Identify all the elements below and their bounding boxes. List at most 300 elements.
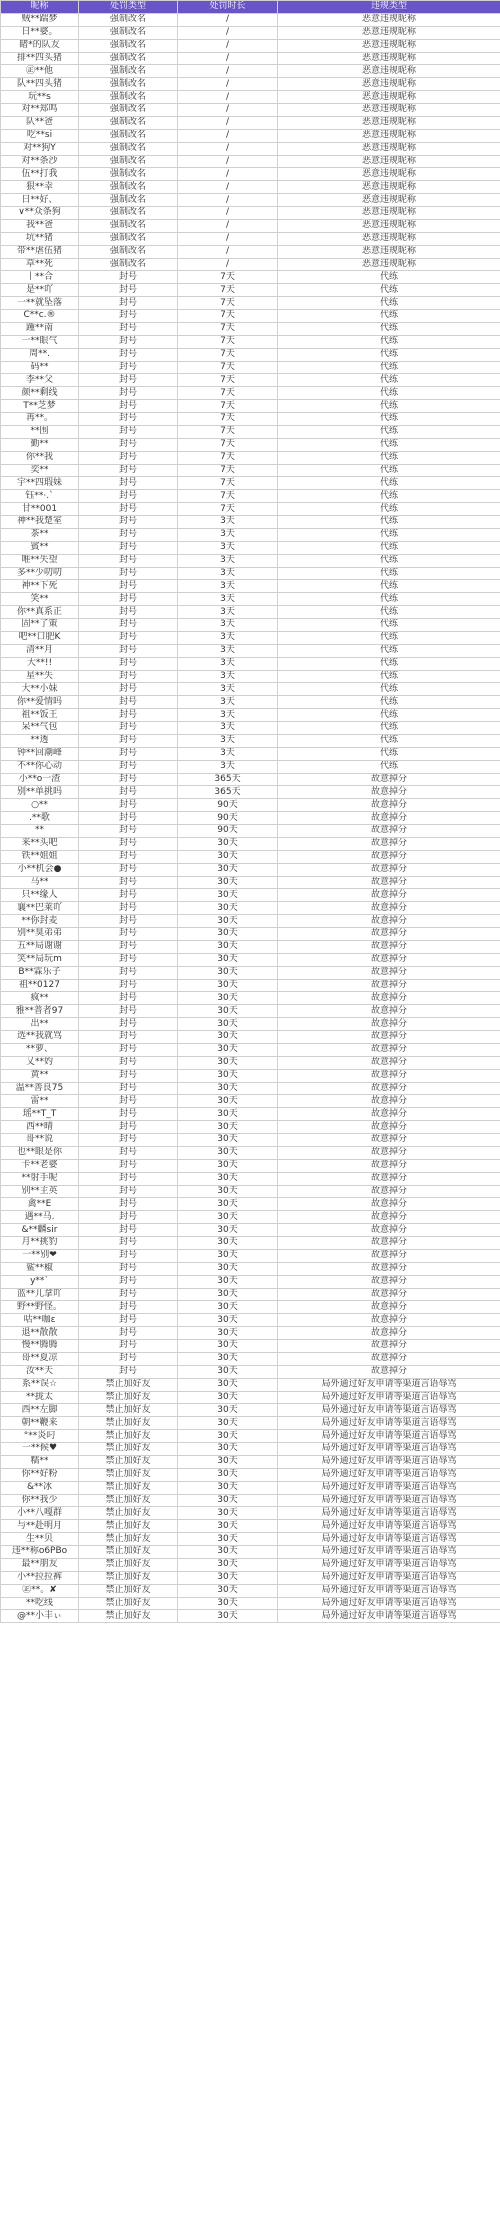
penalty-type-cell: 封号 [79, 979, 178, 992]
nickname-cell: 乂**妁 [1, 1056, 79, 1069]
penalty-type-cell: 强制改名 [79, 129, 178, 142]
penalty-type-cell: 封号 [79, 606, 178, 619]
violation-type-cell: 恶意违规昵称 [278, 129, 500, 142]
duration-cell: 30天 [178, 902, 278, 915]
nickname-cell: 一**就坠落 [1, 297, 79, 310]
nickname-cell: 勤** [1, 438, 79, 451]
violation-type-cell: 代练 [278, 567, 500, 580]
nickname-cell: 系**误☆ [1, 1378, 79, 1391]
violation-type-cell: 故意掉分 [278, 1159, 500, 1172]
violation-type-cell: 局外通过好友申请等渠道言语辱骂 [278, 1443, 500, 1456]
violation-type-cell: 故意掉分 [278, 1134, 500, 1147]
penalty-type-cell: 禁止加好友 [79, 1558, 178, 1571]
duration-cell: / [178, 232, 278, 245]
duration-cell: 30天 [178, 1211, 278, 1224]
violation-type-cell: 故意掉分 [278, 1146, 500, 1159]
table-row [1, 348, 500, 361]
table-row [1, 670, 500, 683]
duration-cell: 90天 [178, 799, 278, 812]
duration-cell: 365天 [178, 773, 278, 786]
table-row [1, 413, 500, 426]
violation-type-cell: 故意掉分 [278, 889, 500, 902]
table-row [1, 1108, 500, 1121]
table-row [1, 1043, 500, 1056]
violation-type-cell: 代练 [278, 747, 500, 760]
penalty-type-cell: 封号 [79, 310, 178, 323]
duration-cell: 3天 [178, 593, 278, 606]
duration-cell: 30天 [178, 1533, 278, 1546]
table-row [1, 1095, 500, 1108]
table-row [1, 322, 500, 335]
penalty-type-cell: 封号 [79, 400, 178, 413]
violation-type-cell: 代练 [278, 464, 500, 477]
duration-cell: 30天 [178, 837, 278, 850]
violation-type-cell: 局外通过好友申请等渠道言语辱骂 [278, 1494, 500, 1507]
penalty-type-cell: 封号 [79, 1005, 178, 1018]
table-row [1, 1237, 500, 1250]
table-row [1, 1056, 500, 1069]
table-row [1, 1597, 500, 1610]
penalty-type-cell: 封号 [79, 413, 178, 426]
nickname-cell: 吃**si [1, 129, 79, 142]
duration-cell: 3天 [178, 580, 278, 593]
duration-cell: 30天 [178, 1056, 278, 1069]
violation-type-cell: 故意掉分 [278, 1249, 500, 1262]
nickname-cell: 钰**·.` [1, 490, 79, 503]
violation-type-cell: 代练 [278, 477, 500, 490]
nickname-cell: 铁**姐姐 [1, 850, 79, 863]
duration-cell: 365天 [178, 786, 278, 799]
table-row [1, 39, 500, 52]
duration-cell: 30天 [178, 1391, 278, 1404]
penalty-type-cell: 禁止加好友 [79, 1571, 178, 1584]
nickname-cell: 瑶**T_T [1, 1108, 79, 1121]
violation-type-cell: 局外通过好友申请等渠道言语辱骂 [278, 1610, 500, 1623]
duration-cell: 30天 [178, 863, 278, 876]
nickname-cell: 别**主英 [1, 1185, 79, 1198]
nickname-cell: 禽**E [1, 1198, 79, 1211]
penalty-type-cell: 封号 [79, 1031, 178, 1044]
nickname-cell: 马** [1, 876, 79, 889]
violation-type-cell: 恶意违规昵称 [278, 104, 500, 117]
nickname-cell: ○** [1, 799, 79, 812]
penalty-type-cell: 强制改名 [79, 26, 178, 39]
table-row [1, 837, 500, 850]
duration-cell: 30天 [178, 1481, 278, 1494]
duration-cell: 3天 [178, 683, 278, 696]
duration-cell: / [178, 181, 278, 194]
duration-cell: 30天 [178, 1507, 278, 1520]
violation-type-cell: 局外通过好友申请等渠道言语辱骂 [278, 1507, 500, 1520]
duration-cell: 30天 [178, 966, 278, 979]
violation-type-cell: 故意掉分 [278, 1005, 500, 1018]
penalty-type-cell: 强制改名 [79, 155, 178, 168]
duration-cell: 7天 [178, 503, 278, 516]
duration-cell: 30天 [178, 1340, 278, 1353]
violation-type-cell: 故意掉分 [278, 1275, 500, 1288]
duration-cell: 30天 [178, 1185, 278, 1198]
violation-type-cell: 故意掉分 [278, 1121, 500, 1134]
table-row [1, 1365, 500, 1378]
nickname-cell: 襄**巴莱吖 [1, 902, 79, 915]
penalty-type-cell: 禁止加好友 [79, 1533, 178, 1546]
table-row [1, 1146, 500, 1159]
penalty-type-cell: 封号 [79, 1224, 178, 1237]
violation-type-cell: 代练 [278, 348, 500, 361]
penalty-type-cell: 封号 [79, 760, 178, 773]
duration-cell: 7天 [178, 335, 278, 348]
penalty-type-cell: 封号 [79, 1301, 178, 1314]
violation-type-cell: 故意掉分 [278, 812, 500, 825]
penalty-type-cell: 强制改名 [79, 181, 178, 194]
table-row [1, 451, 500, 464]
table-row [1, 631, 500, 644]
duration-cell: 7天 [178, 413, 278, 426]
table-row [1, 1301, 500, 1314]
header-penalty-duration: 处罚时长 [178, 1, 278, 14]
duration-cell: / [178, 91, 278, 104]
table-row [1, 580, 500, 593]
table-row [1, 1159, 500, 1172]
table-row [1, 1198, 500, 1211]
nickname-cell: 日**婆。 [1, 26, 79, 39]
table-row [1, 1520, 500, 1533]
nickname-cell: 队**爸 [1, 116, 79, 129]
violation-type-cell: 局外通过好友申请等渠道言语辱骂 [278, 1571, 500, 1584]
table-row [1, 142, 500, 155]
table-row [1, 940, 500, 953]
violation-type-cell: 故意掉分 [278, 940, 500, 953]
duration-cell: 90天 [178, 812, 278, 825]
violation-type-cell: 故意掉分 [278, 799, 500, 812]
nickname-cell: 哥**夏凉 [1, 1352, 79, 1365]
violation-type-cell: 恶意违规昵称 [278, 258, 500, 271]
table-row [1, 1031, 500, 1044]
violation-type-cell: 故意掉分 [278, 979, 500, 992]
nickname-cell: 你**真系正 [1, 606, 79, 619]
violation-type-cell: 故意掉分 [278, 915, 500, 928]
duration-cell: / [178, 207, 278, 220]
duration-cell: 3天 [178, 631, 278, 644]
penalty-type-cell: 封号 [79, 1288, 178, 1301]
penalty-type-cell: 封号 [79, 902, 178, 915]
duration-cell: / [178, 245, 278, 258]
penalty-type-cell: 封号 [79, 619, 178, 632]
duration-cell: 7天 [178, 322, 278, 335]
nickname-cell: .**歌 [1, 812, 79, 825]
penalty-type-cell: 封号 [79, 374, 178, 387]
violation-type-cell: 故意掉分 [278, 1108, 500, 1121]
table-row [1, 310, 500, 323]
violation-type-cell: 恶意违规昵称 [278, 91, 500, 104]
nickname-cell: 遇**马. [1, 1211, 79, 1224]
nickname-cell: 固**了策 [1, 619, 79, 632]
nickname-cell: 一**候♥ [1, 1443, 79, 1456]
nickname-cell: 违**称o6PBo [1, 1546, 79, 1559]
duration-cell: / [178, 258, 278, 271]
nickname-cell: 雷** [1, 1095, 79, 1108]
nickname-cell: 你**好粉 [1, 1468, 79, 1481]
table-row [1, 1494, 500, 1507]
nickname-cell: 唯**失望 [1, 554, 79, 567]
violation-type-cell: 代练 [278, 335, 500, 348]
penalty-type-cell: 封号 [79, 451, 178, 464]
nickname-cell: 哥**说 [1, 1134, 79, 1147]
penalty-type-cell: 禁止加好友 [79, 1494, 178, 1507]
violation-type-cell: 故意掉分 [278, 773, 500, 786]
penalty-type-cell: 强制改名 [79, 232, 178, 245]
penalty-type-cell: 强制改名 [79, 116, 178, 129]
table-row [1, 1417, 500, 1430]
penalty-type-cell: 封号 [79, 554, 178, 567]
table-row [1, 760, 500, 773]
table-row [1, 606, 500, 619]
penalty-type-cell: 强制改名 [79, 39, 178, 52]
violation-type-cell: 局外通过好友申请等渠道言语辱骂 [278, 1417, 500, 1430]
penalty-type-cell: 强制改名 [79, 13, 178, 26]
duration-cell: 7天 [178, 348, 278, 361]
duration-cell: / [178, 219, 278, 232]
violation-type-cell: 故意掉分 [278, 1327, 500, 1340]
nickname-cell: ㊣**他 [1, 65, 79, 78]
table-row [1, 928, 500, 941]
violation-type-cell: 代练 [278, 490, 500, 503]
table-row [1, 181, 500, 194]
violation-type-cell: 故意掉分 [278, 863, 500, 876]
penalty-type-cell: 封号 [79, 1327, 178, 1340]
duration-cell: 30天 [178, 1430, 278, 1443]
penalty-type-cell: 禁止加好友 [79, 1455, 178, 1468]
nickname-cell: C**c.® [1, 310, 79, 323]
duration-cell: 3天 [178, 760, 278, 773]
duration-cell: 30天 [178, 1468, 278, 1481]
nickname-cell: **拢太 [1, 1391, 79, 1404]
duration-cell: 3天 [178, 696, 278, 709]
duration-cell: / [178, 78, 278, 91]
violation-type-cell: 代练 [278, 657, 500, 670]
duration-cell: 3天 [178, 516, 278, 529]
violation-type-cell: 故意掉分 [278, 1224, 500, 1237]
nickname-cell: 日**好、 [1, 194, 79, 207]
penalty-type-cell: 禁止加好友 [79, 1481, 178, 1494]
table-row [1, 1327, 500, 1340]
duration-cell: 3天 [178, 734, 278, 747]
duration-cell: 3天 [178, 644, 278, 657]
penalty-type-cell: 封号 [79, 541, 178, 554]
penalty-type-cell: 封号 [79, 786, 178, 799]
table-row [1, 194, 500, 207]
penalty-type-cell: 封号 [79, 528, 178, 541]
nickname-cell: 咕**咖ε [1, 1314, 79, 1327]
violation-type-cell: 代练 [278, 580, 500, 593]
violation-type-cell: 代练 [278, 438, 500, 451]
penalty-type-cell: 封号 [79, 1275, 178, 1288]
table-row [1, 567, 500, 580]
violation-type-cell: 恶意违规昵称 [278, 194, 500, 207]
table-row [1, 284, 500, 297]
penalty-type-cell: 封号 [79, 516, 178, 529]
duration-cell: / [178, 168, 278, 181]
duration-cell: 30天 [178, 1455, 278, 1468]
duration-cell: 30天 [178, 1443, 278, 1456]
nickname-cell: 糯** [1, 1455, 79, 1468]
violation-type-cell: 恶意违规昵称 [278, 26, 500, 39]
duration-cell: 3天 [178, 670, 278, 683]
table-row [1, 52, 500, 65]
table-row [1, 129, 500, 142]
penalty-type-cell: 封号 [79, 1043, 178, 1056]
duration-cell: 3天 [178, 541, 278, 554]
penalty-type-cell: 封号 [79, 1262, 178, 1275]
nickname-cell: 踵**南 [1, 322, 79, 335]
penalty-type-cell: 禁止加好友 [79, 1404, 178, 1417]
nickname-cell: **你封麦 [1, 915, 79, 928]
nickname-cell: 神**下死 [1, 580, 79, 593]
nickname-cell: 贼**踹梦 [1, 13, 79, 26]
duration-cell: 30天 [178, 1417, 278, 1430]
penalty-type-cell: 封号 [79, 503, 178, 516]
duration-cell: 3天 [178, 619, 278, 632]
nickname-cell: 不**你心动 [1, 760, 79, 773]
penalty-type-cell: 封号 [79, 992, 178, 1005]
table-row [1, 1018, 500, 1031]
violation-type-cell: 代练 [278, 644, 500, 657]
table-row [1, 683, 500, 696]
nickname-cell: 狠**幸 [1, 181, 79, 194]
violation-type-cell: 故意掉分 [278, 1185, 500, 1198]
nickname-cell: 你**我 [1, 451, 79, 464]
table-row [1, 915, 500, 928]
duration-cell: 30天 [178, 1597, 278, 1610]
penalty-type-cell: 封号 [79, 490, 178, 503]
nickname-cell: 选**我就骂 [1, 1031, 79, 1044]
table-row [1, 1185, 500, 1198]
duration-cell: / [178, 104, 278, 117]
nickname-cell: 玩**s [1, 91, 79, 104]
table-row [1, 786, 500, 799]
penalty-type-cell: 封号 [79, 297, 178, 310]
duration-cell: 7天 [178, 400, 278, 413]
table-row [1, 1224, 500, 1237]
duration-cell: 7天 [178, 297, 278, 310]
penalty-type-cell: 强制改名 [79, 104, 178, 117]
table-row [1, 1481, 500, 1494]
violation-type-cell: 代练 [278, 541, 500, 554]
penalty-type-cell: 封号 [79, 271, 178, 284]
table-row [1, 863, 500, 876]
penalty-type-cell: 封号 [79, 863, 178, 876]
nickname-cell: 李**父 [1, 374, 79, 387]
duration-cell: / [178, 13, 278, 26]
nickname-cell: 温**善良75 [1, 1082, 79, 1095]
nickname-cell: 小**八嘎群 [1, 1507, 79, 1520]
penalty-type-cell: 禁止加好友 [79, 1417, 178, 1430]
penalty-type-cell: 强制改名 [79, 168, 178, 181]
penalty-type-cell: 封号 [79, 284, 178, 297]
penalty-type-cell: 封号 [79, 657, 178, 670]
table-row [1, 438, 500, 451]
duration-cell: 30天 [178, 889, 278, 902]
nickname-cell: 笑** [1, 593, 79, 606]
duration-cell: / [178, 194, 278, 207]
table-row [1, 490, 500, 503]
penalty-type-cell: 封号 [79, 1146, 178, 1159]
penalty-type-cell: 封号 [79, 322, 178, 335]
penalty-type-cell: 封号 [79, 1314, 178, 1327]
nickname-cell: ∨**众条狗 [1, 207, 79, 220]
violation-type-cell: 代练 [278, 683, 500, 696]
nickname-cell: 五**局谢谢 [1, 940, 79, 953]
violation-type-cell: 故意掉分 [278, 1069, 500, 1082]
violation-type-cell: 代练 [278, 297, 500, 310]
nickname-cell: 笑**局玩m [1, 953, 79, 966]
duration-cell: 7天 [178, 310, 278, 323]
duration-cell: 7天 [178, 425, 278, 438]
duration-cell: 3天 [178, 606, 278, 619]
duration-cell: 30天 [178, 1018, 278, 1031]
nickname-cell: 带**虐伍猪 [1, 245, 79, 258]
violation-type-cell: 代练 [278, 696, 500, 709]
penalty-type-cell: 封号 [79, 580, 178, 593]
nickname-cell: 吧**口肥K [1, 631, 79, 644]
violation-type-cell: 故意掉分 [278, 837, 500, 850]
duration-cell: 30天 [178, 1043, 278, 1056]
penalty-type-cell: 禁止加好友 [79, 1507, 178, 1520]
nickname-cell: 神**我楚室 [1, 516, 79, 529]
duration-cell: 30天 [178, 928, 278, 941]
penalty-type-cell: 禁止加好友 [79, 1597, 178, 1610]
nickname-cell: 奕** [1, 464, 79, 477]
duration-cell: 30天 [178, 1378, 278, 1391]
violation-type-cell: 故意掉分 [278, 1288, 500, 1301]
duration-cell: 30天 [178, 1365, 278, 1378]
violation-type-cell: 代练 [278, 284, 500, 297]
header-nickname: 昵称 [1, 1, 79, 14]
penalty-type-cell: 禁止加好友 [79, 1584, 178, 1597]
table-row [1, 850, 500, 863]
violation-type-cell: 局外通过好友申请等渠道言语辱骂 [278, 1404, 500, 1417]
table-row [1, 709, 500, 722]
violation-type-cell: 故意掉分 [278, 1262, 500, 1275]
nickname-cell: 对**条沙 [1, 155, 79, 168]
violation-type-cell: 代练 [278, 310, 500, 323]
violation-type-cell: 故意掉分 [278, 1198, 500, 1211]
violation-type-cell: 代练 [278, 322, 500, 335]
table-row [1, 1378, 500, 1391]
table-row [1, 528, 500, 541]
penalty-type-cell: 封号 [79, 348, 178, 361]
table-row [1, 1249, 500, 1262]
violation-type-cell: 恶意违规昵称 [278, 168, 500, 181]
duration-cell: 30天 [178, 1275, 278, 1288]
table-row [1, 516, 500, 529]
penalty-type-cell: 禁止加好友 [79, 1430, 178, 1443]
penalty-type-cell: 强制改名 [79, 245, 178, 258]
nickname-cell: **射手呢 [1, 1172, 79, 1185]
duration-cell: 30天 [178, 876, 278, 889]
table-row [1, 232, 500, 245]
duration-cell: 30天 [178, 1520, 278, 1533]
violation-type-cell: 恶意违规昵称 [278, 39, 500, 52]
table-row [1, 979, 500, 992]
nickname-cell: 我**爸 [1, 219, 79, 232]
penalty-type-cell: 封号 [79, 1134, 178, 1147]
nickname-cell: 苒**。 [1, 413, 79, 426]
penalty-type-cell: 封号 [79, 670, 178, 683]
violation-type-cell: 代练 [278, 670, 500, 683]
duration-cell: 30天 [178, 1082, 278, 1095]
table-row [1, 104, 500, 117]
